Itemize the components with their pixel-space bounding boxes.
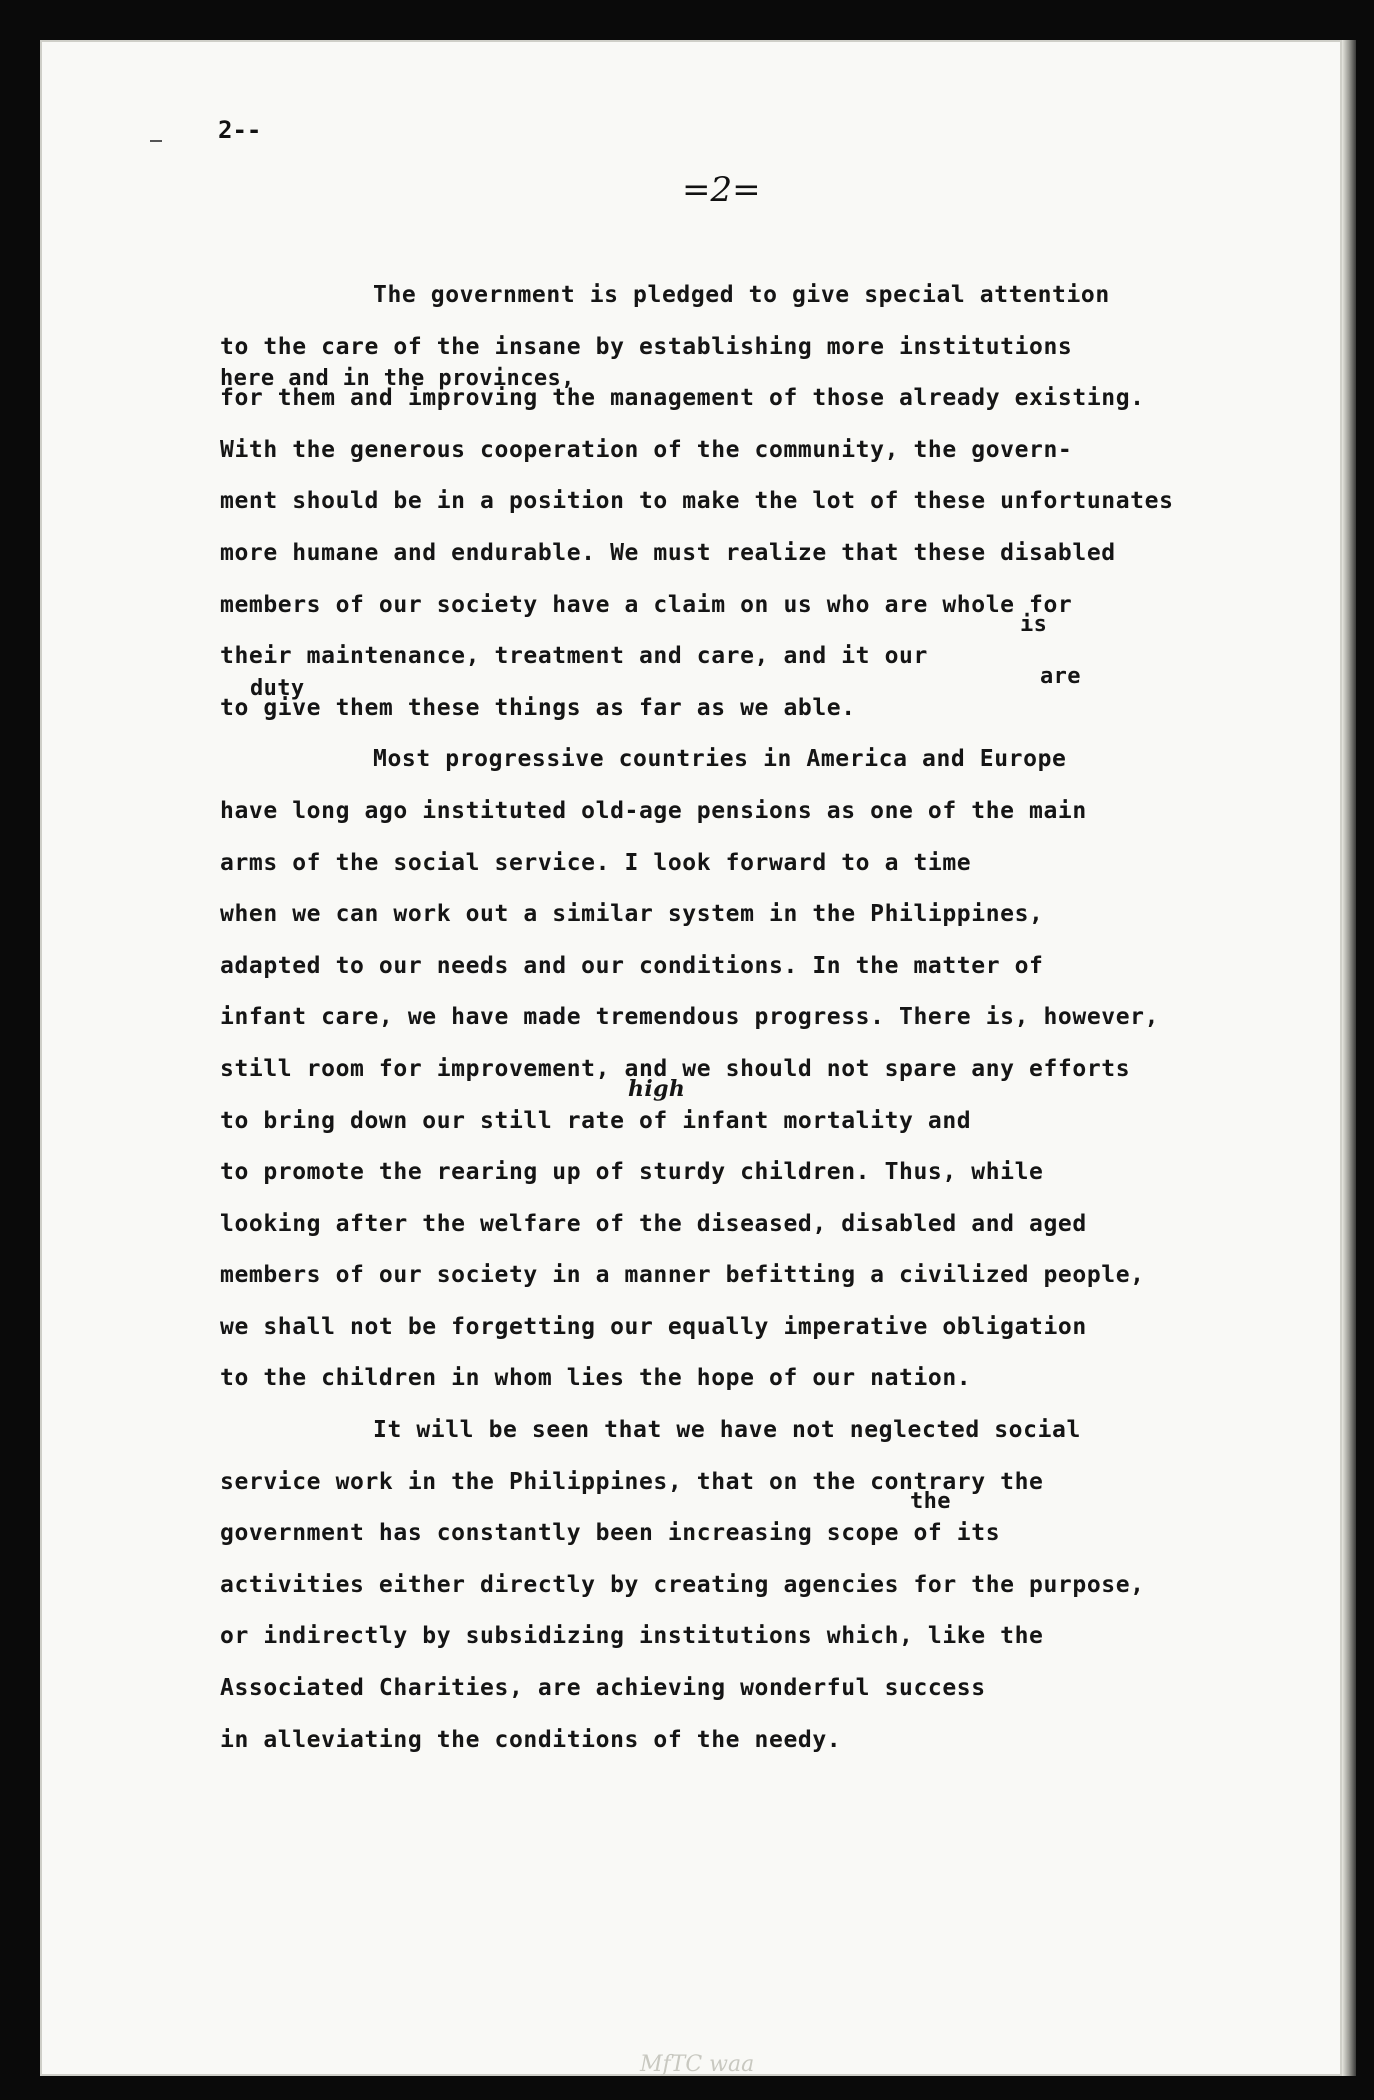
insertion-high: high <box>628 1075 686 1102</box>
text-line: their maintenance, treatment and care, and it our is <box>220 631 1330 683</box>
text-line: arms of the social service. I look forward to a time <box>220 849 972 876</box>
text-line: in alleviating the conditions of the needy. <box>220 1726 842 1753</box>
text-line: activities either directly by creating agencies for the purpose, <box>220 1571 1145 1598</box>
insertion-here-provinces: here and in the provinces, <box>220 366 575 392</box>
text-line: the government has constantly been increasing scope of its <box>220 1508 1330 1560</box>
margin-mark <box>150 140 162 142</box>
margin-note: MfTC waa <box>640 2052 755 2077</box>
text-line: It will be seen that we have not neglected social <box>373 1417 1081 1444</box>
text-line: have long ago instituted old-age pensions as one of the main <box>220 797 1087 824</box>
text-line: or indirectly by subsidizing institutions which, like the <box>220 1623 1044 1650</box>
text-line: duty are to give them these things as far as we able. <box>220 683 1330 735</box>
insertion-the: the <box>910 1489 951 1515</box>
handwritten-page-number: =2= <box>682 170 761 210</box>
page-label: 2-- <box>218 116 262 144</box>
text-line: when we can work out a similar system in the Philippines, <box>220 901 1044 928</box>
text-line: With the generous cooperation of the community, the govern- <box>220 436 1073 463</box>
text-line: adapted to our needs and our conditions. In the matter of <box>220 952 1044 979</box>
text-line: looking after the welfare of the diseased, disabled and aged <box>220 1210 1087 1237</box>
page-edge-right <box>1342 40 1356 2076</box>
text-line: The government is pledged to give special attention <box>373 282 1110 308</box>
text-line: infant care, we have made tremendous progress. There is, however, <box>220 1004 1160 1031</box>
text-line: to promote the rearing up of sturdy children. Thus, while <box>220 1159 1044 1186</box>
text-line: to the children in whom lies the hope of our nation. <box>220 1365 972 1392</box>
text-line: members of our society in a manner befitting a civilized people, <box>220 1262 1145 1289</box>
text-line: Associated Charities, are achieving wonderful success <box>220 1675 986 1702</box>
insertion-is: is <box>1020 612 1048 638</box>
document-body <box>220 270 1330 1766</box>
text-line: still room for improvement, and we should not spare any efforts <box>220 1055 1131 1082</box>
text-line: members of our society have a claim on us who are whole for <box>220 591 1073 618</box>
text-line: Most progressive countries in America and Europe <box>373 746 1067 773</box>
text-line: we shall not be forgetting our equally imperative obligation <box>220 1313 1087 1340</box>
text-line: here and in the provinces, for them and improving the management of those already existing. <box>220 373 1330 425</box>
text-line: ment should be in a position to make the lot of these unfortunates <box>220 488 1174 515</box>
text-line: service work in the Philippines, that on the contrary the <box>220 1468 1044 1495</box>
text-line: to the care of the insane by establishing more institutions <box>220 333 1073 360</box>
text-line: more humane and endurable. We must realize that these disabled <box>220 539 1116 566</box>
text-line: high to bring down our still rate of infant mortality and <box>220 1096 1330 1148</box>
insertion-are: are <box>1040 663 1081 689</box>
insertion-duty: duty <box>250 675 305 701</box>
